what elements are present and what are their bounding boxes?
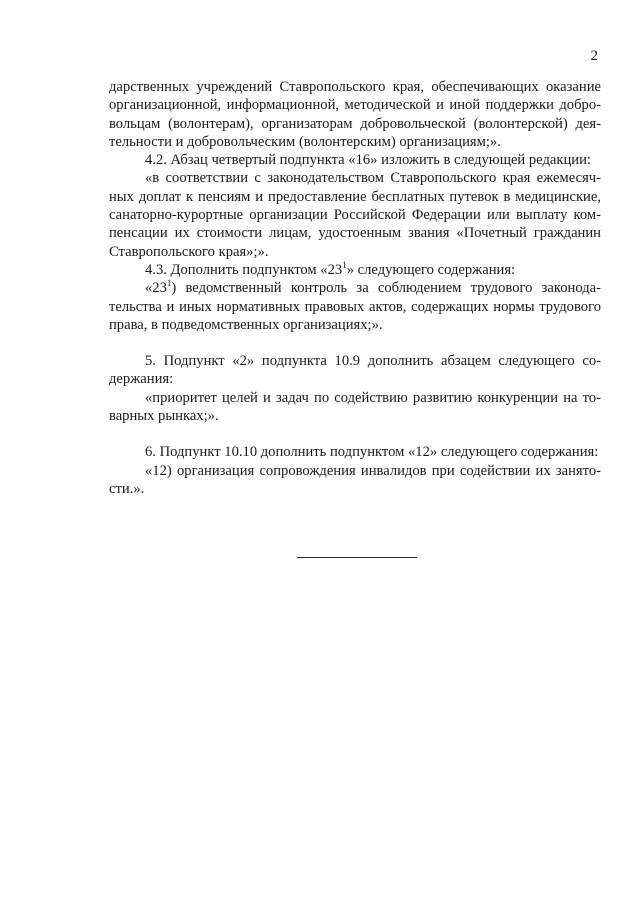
document-body — [109, 78, 601, 498]
paragraph-6-quote: «12) организация сопровождения инвалидов при содействии их занятости.». — [109, 462, 601, 497]
paragraph-4-3-quote-sup: 1 — [166, 278, 172, 289]
paragraph-4-2-quote: «в соответствии с законодательством Ставропольского края ежемесячных доплат к пенсиям и предоставление бесплатных путевок в медицинские, санаторно-курортные организации Российской Федерации или выплату компенсации их стоимости лицам, удостоенным звания «Почетный гражданин Ставропольского края»;». — [109, 170, 601, 260]
paragraph-4-3 — [109, 261, 601, 279]
paragraph-4-3-quote — [109, 279, 601, 334]
page-number: 2 — [590, 48, 598, 64]
paragraph-4-3-text-b: » следующего содержания: — [346, 261, 516, 278]
spacer — [109, 425, 601, 443]
paragraph-4-3-quote-b: ) ведомственный контроль за соблюдением трудового законодательства и иных нормативных правовых актов, содержащих нормы трудового права, в подведомственных организациях;». — [109, 280, 601, 333]
paragraph-5-quote: «приоритет целей и задач по содействию развитию конкуренции на товарных рынках;». — [109, 389, 601, 425]
paragraph-continuation: дарственных учреждений Ставропольского края, обеспечивающих оказание организационной, информационной, методической и иной поддержки добровольцам (волонтерам), организаторам добровольческой (волонтерской) деятельности и добровольческим (волонтерским) организациям;». — [109, 79, 601, 150]
spacer — [109, 334, 601, 352]
paragraph-4-2: 4.2. Абзац четвертый подпункта «16» изложить в следующей редакции: — [145, 152, 591, 169]
paragraph-6: 6. Подпункт 10.10 дополнить подпунктом «12» следующего содержания: — [145, 444, 599, 461]
paragraph-4-3-sup: 1 — [342, 259, 347, 270]
end-divider-line — [297, 557, 417, 558]
paragraph-5: 5. Подпункт «2» подпункта 10.9 дополнить абзацем следующего содержания: — [109, 353, 601, 388]
paragraph-4-3-text-a: 4.3. Дополнить подпунктом «23 — [145, 261, 343, 278]
paragraph-4-3-quote-a: «23 — [145, 280, 167, 297]
